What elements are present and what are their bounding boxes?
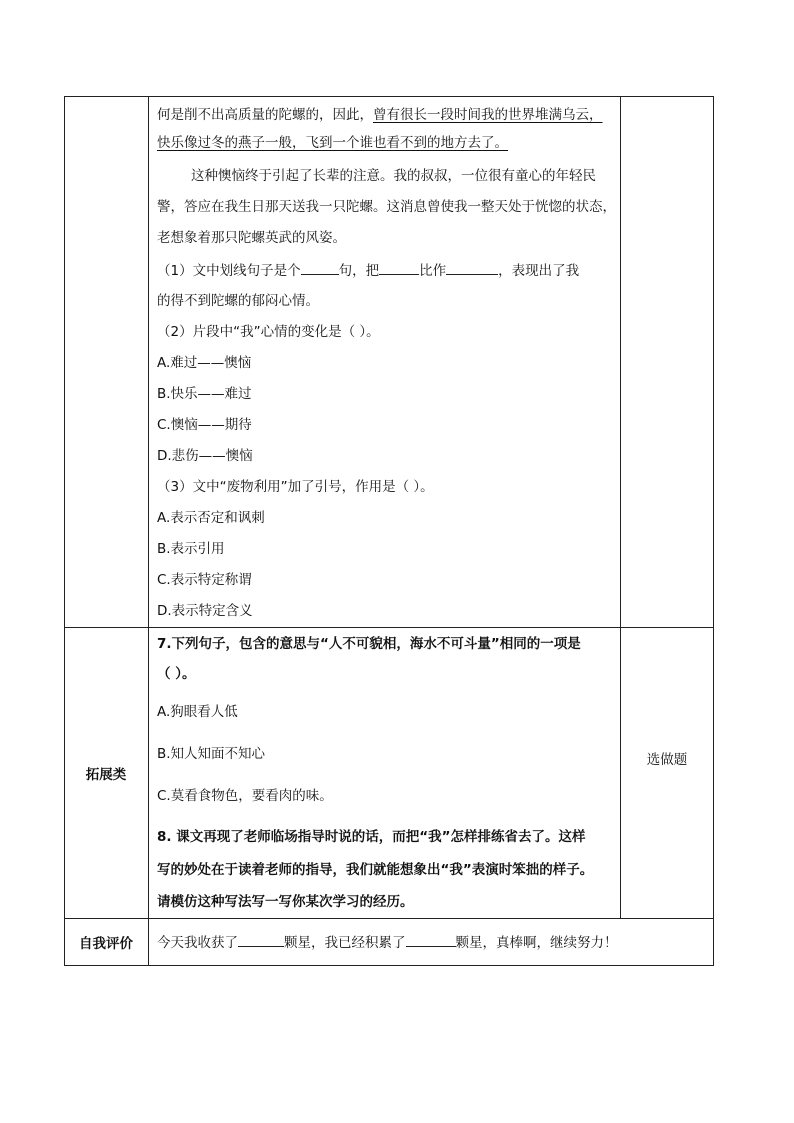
question-1-part-4: ，表现出了我 xyxy=(498,263,580,279)
self-evaluation-text xyxy=(157,932,618,953)
extension-label: 拓展类 xyxy=(85,767,127,783)
question-8-line-1: 8. 课文再现了老师临场指导时说的话，而把“我”怎样排练省去了。这样 xyxy=(157,829,586,845)
question-3-option-a: A.表示否定和讽刺 xyxy=(157,510,265,526)
table-bottom-border xyxy=(64,965,714,966)
row-divider-1 xyxy=(64,627,714,628)
question-7-line-1: 7.下列句子，包含的意思与“人不可貌相，海水不可斗量”相同的一项是 xyxy=(157,636,581,652)
passage-line-1-plain: 何是削不出高质量的陀螺的，因此， xyxy=(157,107,373,123)
question-2-stem: （2）片段中“我”心情的变化是（ ）。 xyxy=(157,324,380,340)
question-3-option-c: C.表示特定称谓 xyxy=(157,572,252,588)
question-7-option-c: C.莫看食物色，要看肉的味。 xyxy=(157,788,333,804)
self-evaluation-part-1: 今天我收获了 xyxy=(157,935,238,951)
passage-line-1 xyxy=(157,105,603,125)
question-2-option-d: D.悲伤——懊恼 xyxy=(157,448,253,464)
column-divider-1 xyxy=(148,96,149,966)
table-right-border xyxy=(713,96,714,966)
question-2-option-b: B.快乐——难过 xyxy=(157,386,252,402)
question-1-part-3: 比作 xyxy=(419,263,447,279)
passage-line-1-underlined: 曾有很长一段时间我的世界堆满乌云， xyxy=(373,107,603,123)
question-1-line-2: 的得不到陀螺的郁闷心情。 xyxy=(157,293,319,309)
row-divider-2 xyxy=(64,918,714,919)
optional-question-note: 选做题 xyxy=(646,752,688,768)
question-3-option-b: B.表示引用 xyxy=(157,541,225,557)
question-1-blank-object[interactable] xyxy=(446,260,498,275)
table-left-border xyxy=(64,96,65,966)
self-evaluation-part-2: 颗星，我已经积累了 xyxy=(284,935,406,951)
question-1-part-2: 句，把 xyxy=(338,263,380,279)
question-3-stem: （3）文中“废物利用”加了引号，作用是（ ）。 xyxy=(157,479,434,495)
self-evaluation-part-3: 颗星，真棒啊，继续努力！ xyxy=(455,935,618,951)
stars-accumulated-blank[interactable] xyxy=(406,932,456,947)
question-7-line-2: （ ）。 xyxy=(157,666,196,682)
question-7-option-b: B.知人知面不知心 xyxy=(157,746,266,762)
table-top-border xyxy=(64,96,714,97)
question-1-blank-subject[interactable] xyxy=(379,260,419,275)
column-divider-2 xyxy=(620,96,621,919)
question-8-line-3: 请模仿这种写法写一写你某次学习的经历。 xyxy=(157,894,414,910)
passage-para2-line-2: 警，答应在我生日那天送我一只陀螺。这消息曾使我一整天处于恍惚的状态， xyxy=(157,199,616,215)
question-1-part-1: （1）文中划线句子是个 xyxy=(157,263,301,279)
question-2-option-a: A.难过——懊恼 xyxy=(157,355,252,371)
worksheet-table xyxy=(64,96,714,966)
passage-para2-line-1: 这种懊恼终于引起了长辈的注意。我的叔叔，一位很有童心的年轻民 xyxy=(191,168,596,184)
stars-earned-today-blank[interactable] xyxy=(238,932,284,947)
question-2-option-c: C.懊恼——期待 xyxy=(157,417,252,433)
question-7-option-a: A.狗眼看人低 xyxy=(157,704,238,720)
question-1-blank-sentence-type[interactable] xyxy=(301,260,339,275)
question-1 xyxy=(157,260,579,281)
question-8-line-2: 写的妙处在于读着老师的指导，我们就能想象出“我”表演时笨拙的样子。 xyxy=(157,862,594,878)
passage-line-2-underlined: 快乐像过冬的燕子一般，飞到一个谁也看不到的地方去了。 xyxy=(157,135,508,151)
passage-para2-line-3: 老想象着那只陀螺英武的风姿。 xyxy=(157,230,346,246)
question-3-option-d: D.表示特定含义 xyxy=(157,603,253,619)
self-evaluation-label: 自我评价 xyxy=(79,936,133,952)
